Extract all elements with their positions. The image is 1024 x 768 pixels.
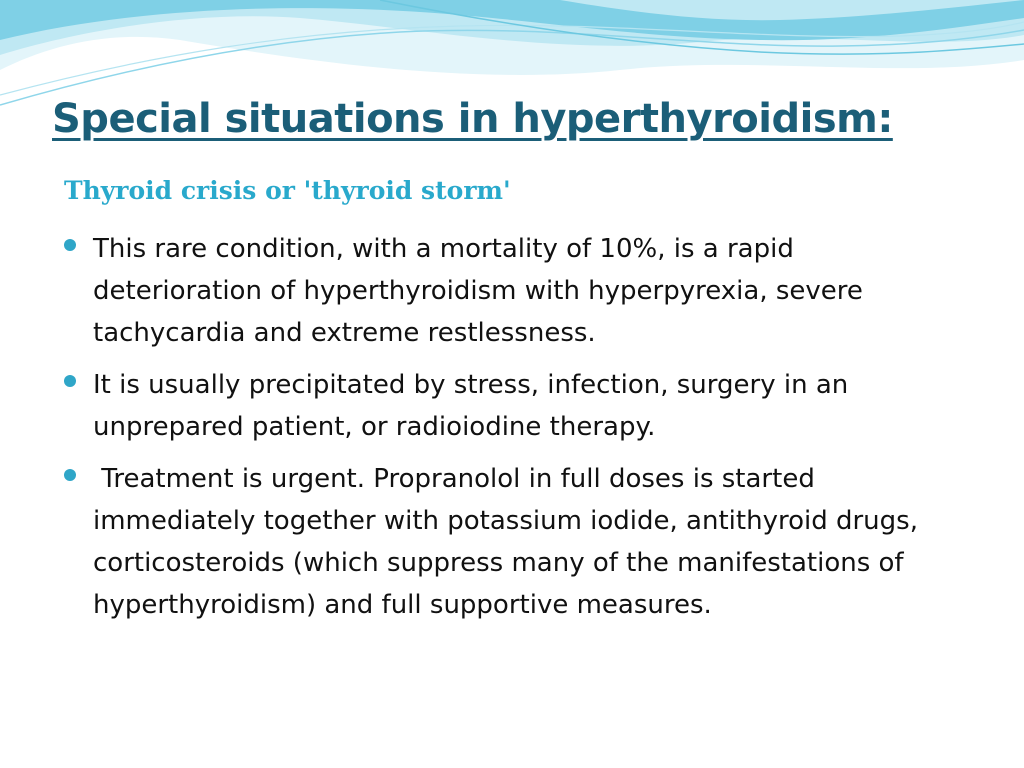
bullet-list [62,228,962,636]
bullet-item-precipitants [62,364,962,448]
bullet-dot-icon [64,375,76,387]
bullet-text: Treatment is urgent. Propranolol in full doses is started immediately together with potassium iodide, antithyroid drugs, corticosteroids (which suppress many of the manifestations of hyperthyroidism) and full supportive measures. [93,464,927,620]
bullet-dot-icon [64,469,76,481]
bullet-item-mortality [62,228,962,354]
bullet-text: This rare condition, with a mortality of 10%, is a rapid deterioration of hyperthyroidism with hyperpyrexia, severe tachycardia and extreme restlessness. [93,234,863,348]
bullet-item-treatment [62,458,962,626]
slide-subtitle: Thyroid crisis or 'thyroid storm' [64,176,511,205]
slide-title: Special situations in hyperthyroidism: [52,96,893,142]
bullet-text: It is usually precipitated by stress, infection, surgery in an unprepared patient, or radioiodine therapy. [93,370,849,442]
bullet-dot-icon [64,239,76,251]
